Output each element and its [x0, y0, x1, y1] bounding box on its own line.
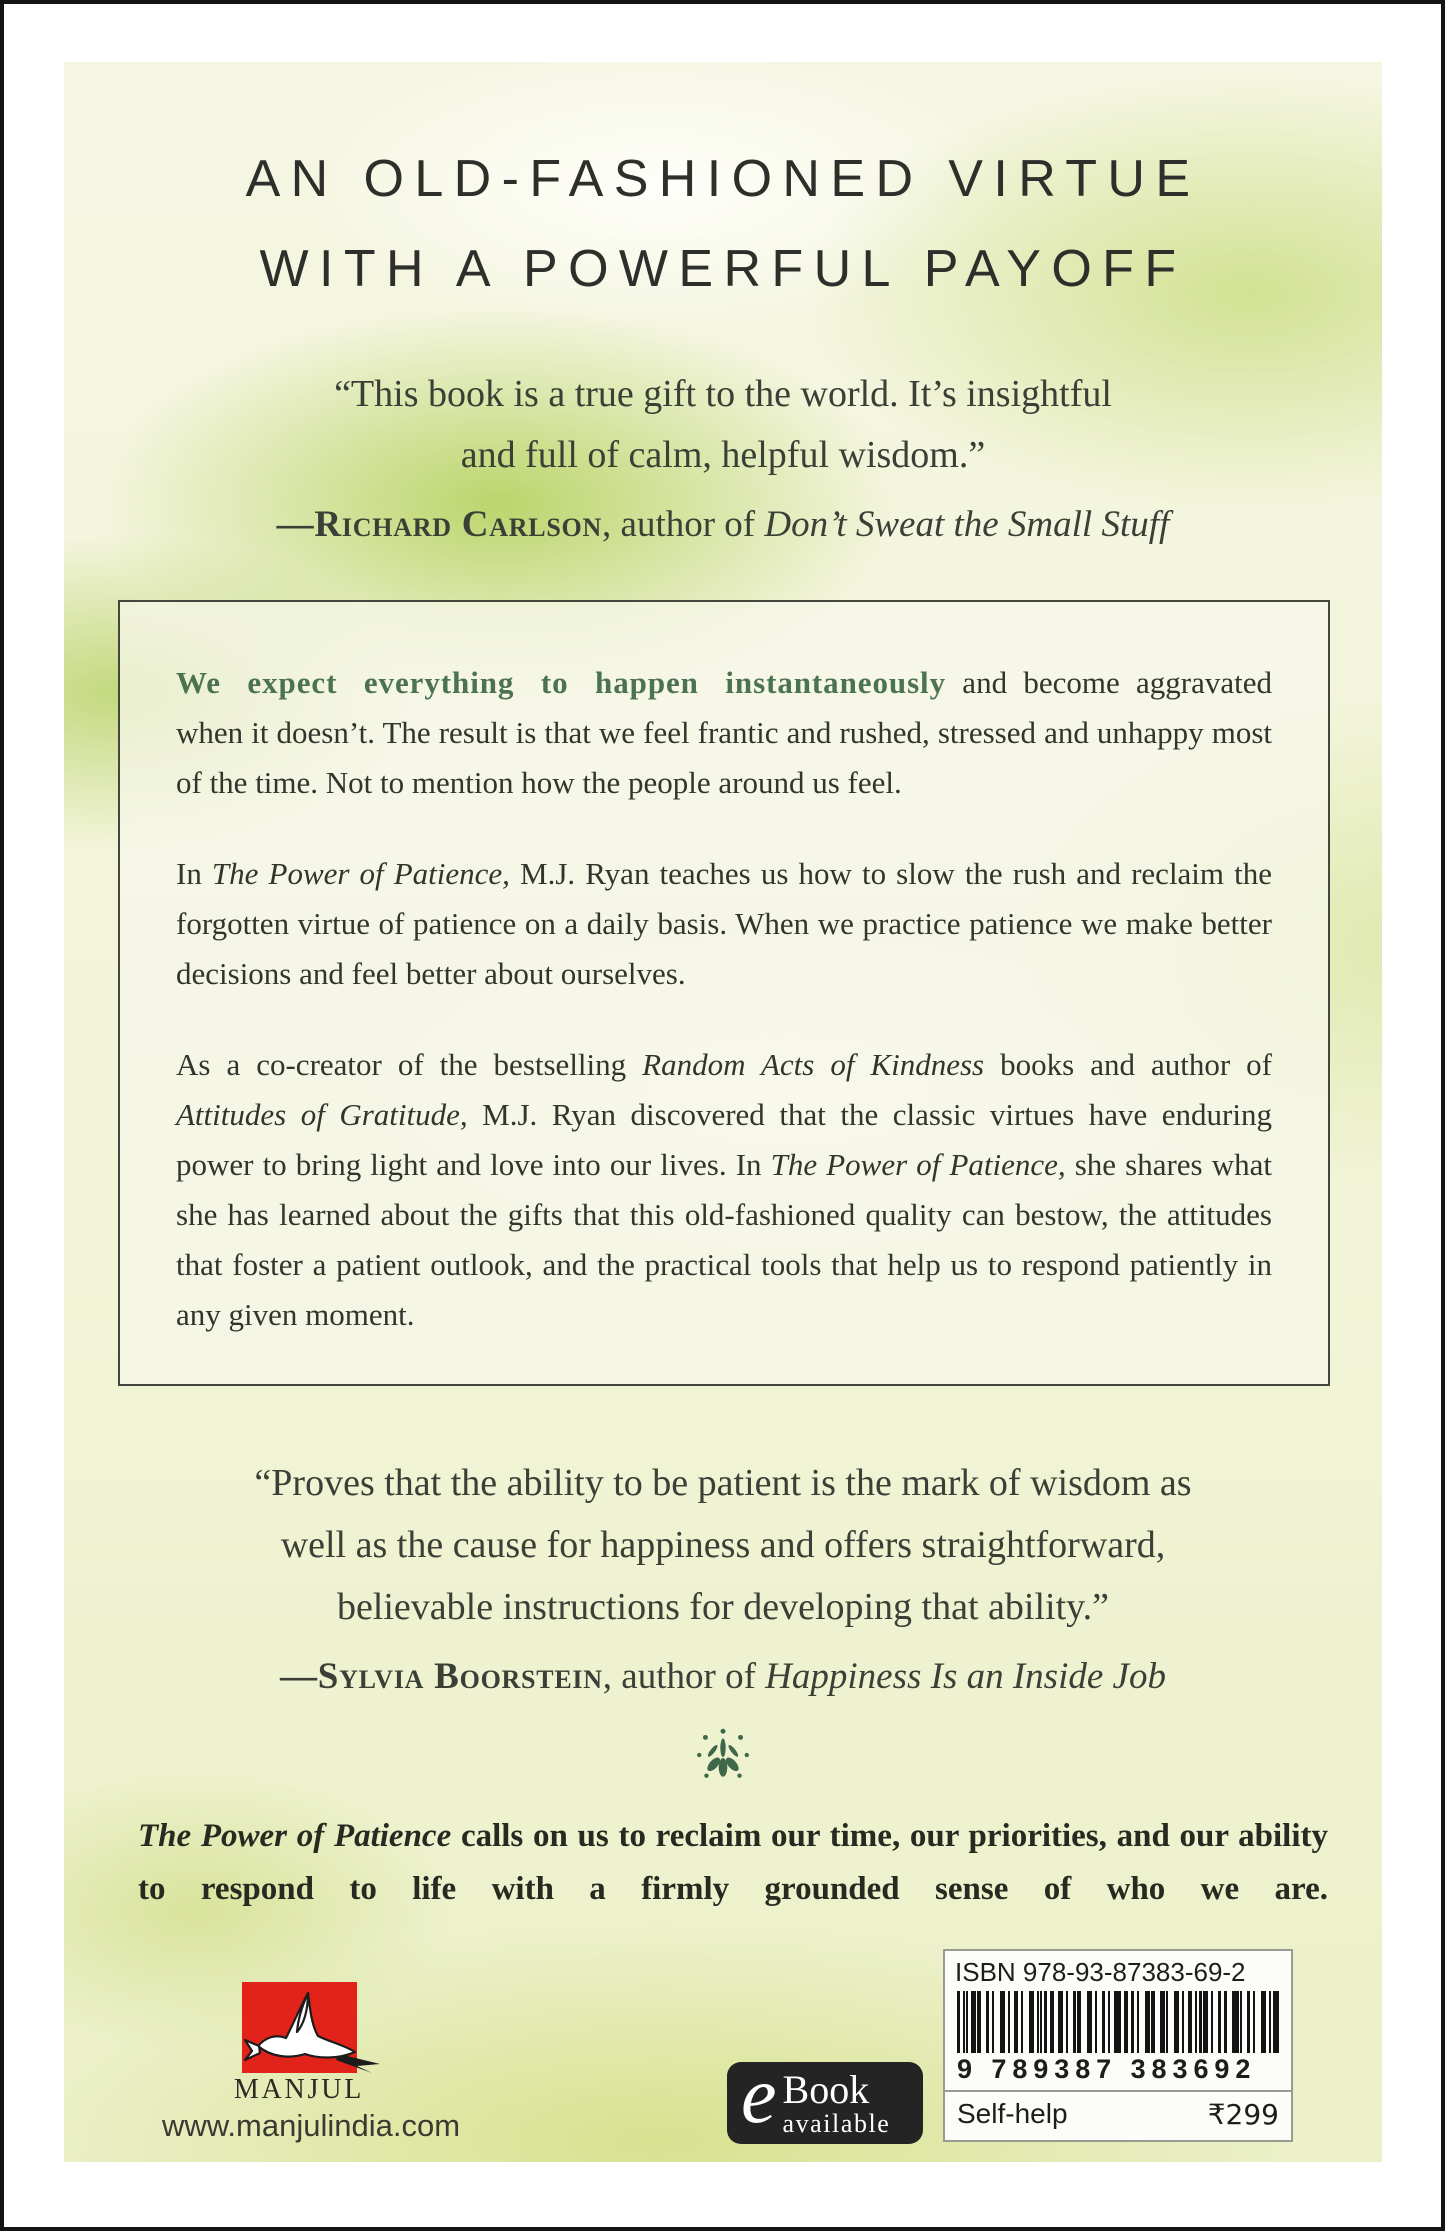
barcode-digits: 9 789387 383692 — [957, 2054, 1257, 2084]
endorsement-bottom-attribution — [64, 1646, 1382, 1708]
isbn-number-label: ISBN 978-93-87383-69-2 — [955, 1957, 1246, 1987]
cover-background — [64, 62, 1382, 2162]
attribution-work-title: Happiness Is an Inside Job — [765, 1656, 1166, 1697]
book-title-italic: The Power of Patience — [138, 1818, 452, 1854]
attribution-mid: , author of — [602, 504, 765, 545]
synopsis-p3-mid2: M.J. Ryan discovered that the classic virtues have enduring power to bring light and love into our lives. In — [176, 1097, 1272, 1182]
synopsis-p2-text: M.J. Ryan teaches us how to slow the rush and reclaim the forgotten virtue of patience on a daily basis. When we practice patience we make better decisions and feel better about ourselves. — [176, 856, 1272, 991]
closing-statement — [138, 1810, 1328, 1916]
synopsis-p3-text: she shares what she has learned about the gifts that this old-fashioned quality can bestow, the attitudes that foster a patient outlook, and the practical tools that help us to respond patiently in any given moment. — [176, 1147, 1272, 1332]
endorsement-bottom-line1: “Proves that the ability to be patient is the mark of wisdom as — [254, 1462, 1192, 1504]
price-label: ₹299 — [1207, 2098, 1279, 2131]
synopsis-paragraph-1 — [176, 658, 1272, 808]
endorsement-top-line1: “This book is a true gift to the world. It’s insightful — [334, 373, 1112, 415]
book-title-italic: The Power of Patience, — [770, 1147, 1066, 1182]
manjul-swan-icon — [242, 1980, 402, 2077]
attribution-mid: , author of — [602, 1656, 766, 1697]
endorsement-bottom-line3: believable instructions for developing that ability.” — [336, 1586, 1110, 1628]
book-title-italic: The Power of Patience, — [211, 856, 510, 891]
endorsement-bottom — [64, 1452, 1382, 1708]
book-title-italic: Random Acts of Kindness — [642, 1047, 985, 1082]
endorsement-top — [64, 364, 1382, 555]
fleuron-icon — [692, 1724, 754, 1786]
ebook-e-glyph: e — [741, 2052, 777, 2140]
synopsis-paragraph-2 — [176, 849, 1272, 999]
ebook-badge-text — [782, 2066, 891, 2138]
publisher-logo — [242, 1980, 402, 2077]
ebook-badge-available-label: available — [782, 2108, 891, 2138]
synopsis-p2-pre: In — [176, 856, 212, 891]
synopsis-paragraph-3 — [176, 1040, 1272, 1340]
ornament-row — [64, 1724, 1382, 1786]
synopsis-box — [118, 600, 1330, 1386]
ebook-available-badge — [727, 2052, 923, 2144]
endorsement-top-line2: and full of calm, helpful wisdom.” — [460, 434, 986, 476]
closing-text: calls on us to reclaim our time, our priorities, and our ability to respond to life with a firmly grounded sense of who we are. — [138, 1818, 1328, 1907]
isbn-panel — [943, 1949, 1293, 2142]
endorsement-bottom-line2: well as the cause for happiness and offers straightforward, — [280, 1524, 1166, 1566]
tagline — [64, 134, 1382, 314]
synopsis-p3-mid1: books and author of — [984, 1047, 1272, 1082]
category-label: Self-help — [957, 2098, 1068, 2129]
tagline-line2: WITH A POWERFUL PAYOFF — [259, 240, 1187, 298]
book-title-italic: Attitudes of Gratitude, — [176, 1097, 468, 1132]
synopsis-p3-pre: As a co-creator of the bestselling — [176, 1047, 643, 1082]
synopsis-p1-text: and become aggravated when it doesn’t. The result is that we feel frantic and rushed, stressed and unhappy most of the time. Not to mention how the people around us feel. — [176, 665, 1272, 800]
attribution-work-title: Don’t Sweat the Small Stuff — [764, 504, 1170, 545]
barcode — [957, 1991, 1279, 2053]
endorsement-top-attribution — [64, 494, 1382, 555]
ebook-badge-book-label: Book — [782, 2066, 870, 2112]
synopsis-lead-in: We expect everything to happen instantaneously — [176, 665, 947, 700]
publisher-name: MANJUL — [233, 2074, 365, 2105]
isbn-footer — [945, 2092, 1291, 2131]
tagline-line1: AN OLD-FASHIONED VIRTUE — [245, 150, 1201, 208]
attribution-name: —Sylvia Boorstein — [280, 1656, 603, 1697]
attribution-name: —Richard Carlson — [276, 504, 603, 545]
publisher-website: www.manjulindia.com — [161, 2108, 461, 2143]
